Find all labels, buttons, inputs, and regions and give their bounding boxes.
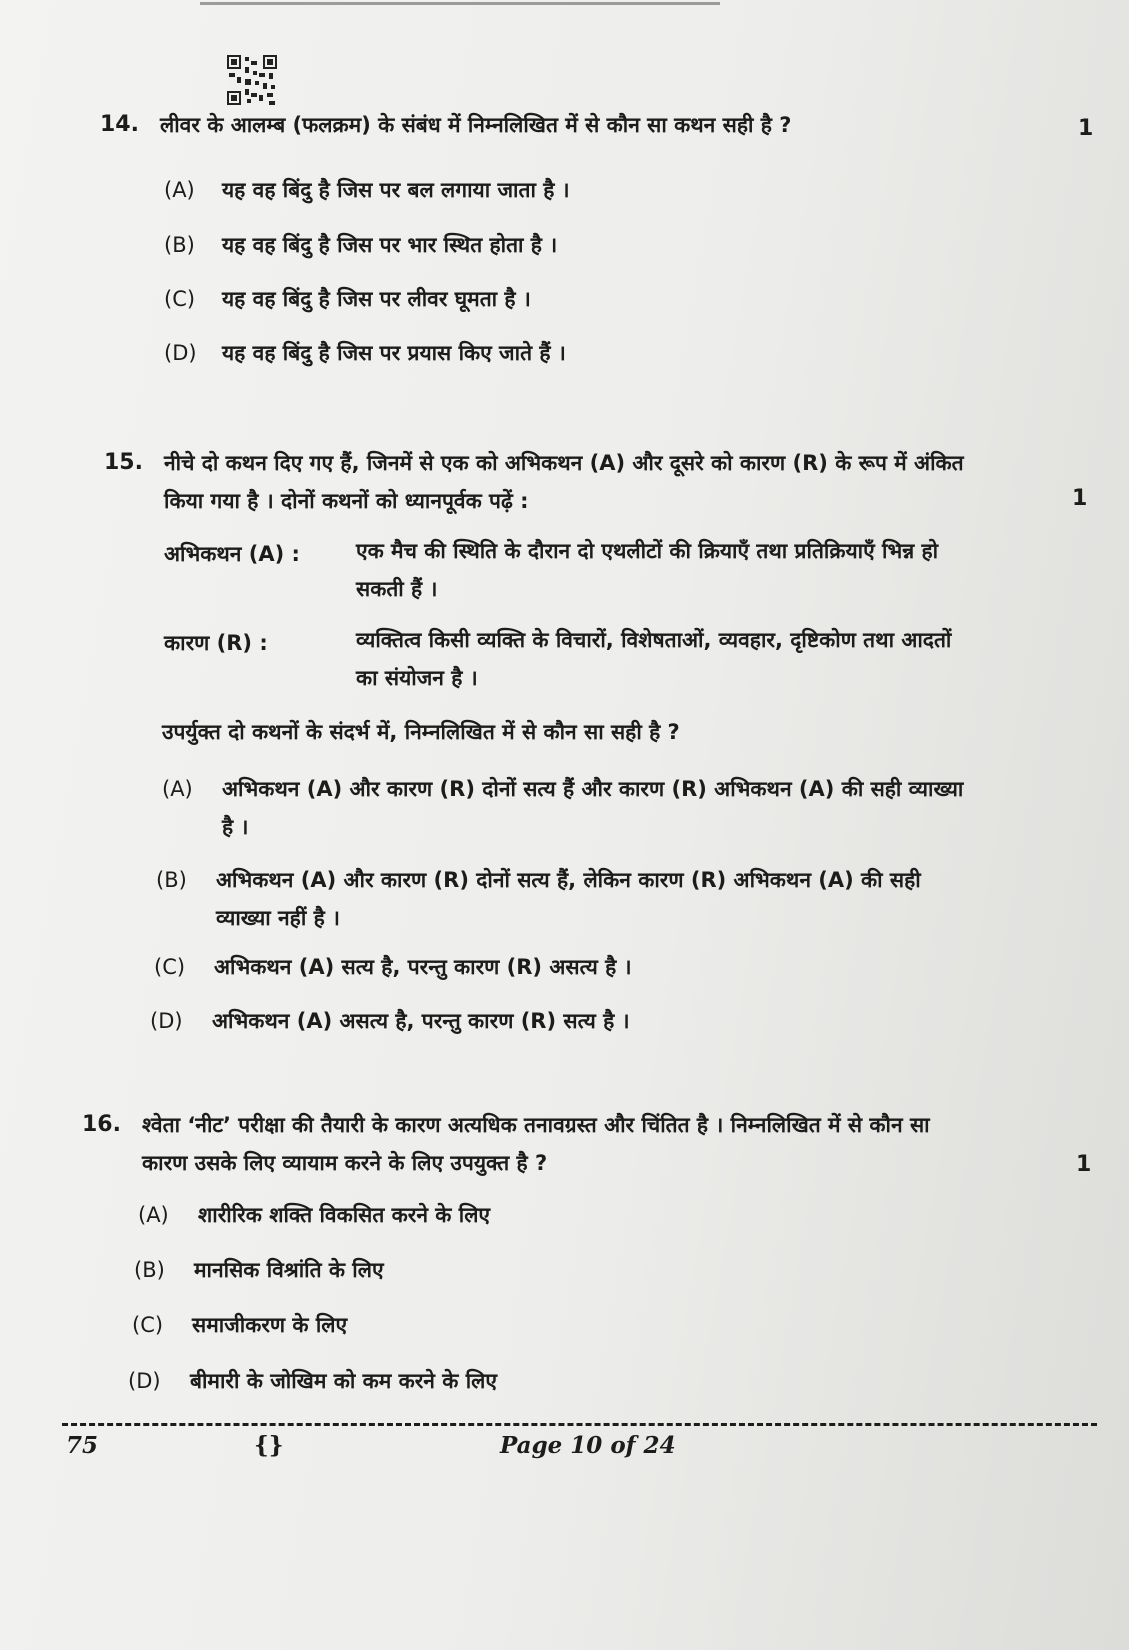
- option-text: यह वह बिंदु है जिस पर भार स्थित होता है ।: [222, 233, 558, 257]
- question-text-line-2: कारण उसके लिए व्यायाम करने के लिए उपयुक्त है ?: [142, 1151, 548, 1175]
- reason-line-2: का संयोजन है ।: [356, 666, 478, 690]
- option-14-c[interactable]: [164, 280, 864, 320]
- reason-text: [356, 621, 1076, 697]
- page-number: Page 10 of 24: [500, 1432, 676, 1459]
- option-15-b[interactable]: [156, 861, 1092, 941]
- question-text-line-2: किया गया है । दोनों कथनों को ध्यानपूर्वक पढ़ें :: [164, 489, 529, 513]
- paper-code: 75: [66, 1432, 99, 1459]
- question-prompt: उपर्युक्त दो कथनों के संदर्भ में, निम्नलिखित में से कौन सा सही है ?: [162, 720, 680, 744]
- option-text-line-1: अभिकथन (A) और कारण (R) दोनों सत्य हैं, लेकिन कारण (R) अभिकथन (A) की सही: [216, 868, 921, 892]
- qr-code-icon: [227, 55, 277, 105]
- marks-q15: 1: [1072, 486, 1088, 511]
- option-15-a[interactable]: [162, 770, 1092, 850]
- option-16-b[interactable]: [134, 1251, 834, 1291]
- option-text: अभिकथन (A) असत्य है, परन्तु कारण (R) सत्य है ।: [212, 1009, 630, 1033]
- option-label: (D): [164, 341, 197, 365]
- option-text: यह वह बिंदु है जिस पर प्रयास किए जाते हैं ।: [222, 341, 566, 365]
- option-text: मानसिक विश्रांति के लिए: [194, 1258, 384, 1282]
- option-label: (B): [156, 868, 187, 892]
- option-text: समाजीकरण के लिए: [192, 1313, 348, 1337]
- question-text: लीवर के आलम्ब (फलक्रम) के संबंध में निम्नलिखित में से कौन सा कथन सही है ?: [160, 113, 792, 137]
- option-text: यह वह बिंदु है जिस पर बल लगाया जाता है ।: [222, 178, 570, 202]
- option-16-a[interactable]: [138, 1196, 838, 1236]
- option-text: बीमारी के जोखिम को कम करने के लिए: [190, 1369, 497, 1393]
- question-text-line-1: नीचे दो कथन दिए गए हैं, जिनमें से एक को अभिकथन (A) और दूसरे को कारण (R) के रूप में अंकित: [164, 451, 964, 475]
- question-number: 15.: [104, 450, 143, 475]
- option-label: (C): [154, 955, 186, 979]
- option-label: (D): [150, 1009, 183, 1033]
- assertion-text: [356, 532, 1076, 608]
- option-15-d[interactable]: [150, 1002, 950, 1042]
- top-rule: [200, 2, 720, 5]
- reason-line-1: व्यक्तित्व किसी व्यक्ति के विचारों, विशेषताओं, व्यवहार, दृष्टिकोण तथा आदतों: [356, 628, 952, 652]
- question-text-line-1: श्वेता ‘नीट’ परीक्षा की तैयारी के कारण अत्यधिक तनावग्रस्त और चिंतित है । निम्नलिखित में से कौन सा: [142, 1113, 930, 1137]
- option-15-c[interactable]: [154, 948, 954, 988]
- option-14-a[interactable]: [164, 171, 864, 211]
- option-label: (D): [128, 1369, 161, 1393]
- marks-q16: 1: [1076, 1152, 1092, 1177]
- question-14: [100, 106, 1100, 146]
- question-16: [82, 1106, 1094, 1186]
- option-14-b[interactable]: [164, 226, 864, 266]
- option-text: शारीरिक शक्ति विकसित करने के लिए: [198, 1203, 491, 1227]
- option-text-line-2: व्याख्या नहीं है ।: [216, 906, 340, 930]
- option-text: यह वह बिंदु है जिस पर लीवर घूमता है ।: [222, 287, 531, 311]
- option-label: (C): [132, 1313, 164, 1337]
- option-label: (C): [164, 287, 196, 311]
- option-text: अभिकथन (A) सत्य है, परन्तु कारण (R) असत्य है ।: [214, 955, 632, 979]
- option-label: (A): [164, 178, 195, 202]
- footer-braces: {}: [254, 1432, 284, 1459]
- option-14-d[interactable]: [164, 334, 864, 374]
- option-16-d[interactable]: [128, 1362, 828, 1402]
- assertion-line-2: सकती हैं ।: [356, 577, 438, 601]
- question-15: [104, 444, 1094, 524]
- option-label: (B): [134, 1258, 165, 1282]
- option-16-c[interactable]: [132, 1306, 832, 1346]
- option-label: (B): [164, 233, 195, 257]
- footer-dashed-rule: [62, 1423, 1097, 1426]
- question-number: 16.: [82, 1112, 121, 1137]
- question-number: 14.: [100, 112, 139, 137]
- option-label: (A): [162, 777, 193, 801]
- assertion-line-1: एक मैच की स्थिति के दौरान दो एथलीटों की क्रियाएँ तथा प्रतिक्रियाएँ भिन्न हो: [356, 539, 939, 563]
- option-text-line-1: अभिकथन (A) और कारण (R) दोनों सत्य हैं और कारण (R) अभिकथन (A) की सही व्याख्या: [222, 777, 964, 801]
- reason-label: कारण (R) :: [164, 631, 268, 655]
- marks-q14: 1: [1078, 116, 1094, 141]
- option-text-line-2: है ।: [222, 815, 249, 839]
- option-label: (A): [138, 1203, 169, 1227]
- assertion-label: अभिकथन (A) :: [164, 542, 300, 566]
